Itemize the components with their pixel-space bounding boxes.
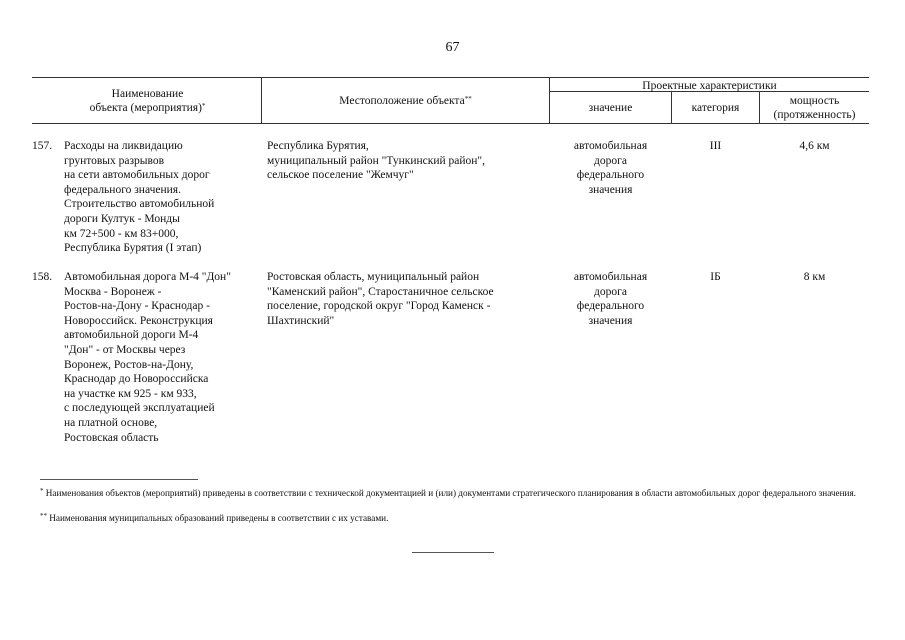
footnote-2-text: Наименования муниципальных образований приведены в соответствии с их уставами. bbox=[49, 513, 389, 523]
footnote-2 bbox=[40, 513, 870, 525]
row-157-number: 157. bbox=[32, 140, 53, 152]
header-location-footnote-mark: ** bbox=[464, 95, 472, 103]
page-end-rule bbox=[412, 552, 494, 553]
header-name-footnote-mark: * bbox=[201, 102, 206, 110]
header-category-column: категория bbox=[691, 102, 740, 114]
header-location-column bbox=[262, 94, 549, 108]
footnote-1 bbox=[40, 488, 870, 500]
header-bottom-rule bbox=[32, 123, 869, 124]
row-158-value: автомобильная дорога федерального значения bbox=[573, 271, 648, 327]
header-value-column: значение bbox=[588, 102, 633, 114]
footnote-1-mark: * bbox=[40, 487, 44, 495]
row-157-category: III bbox=[709, 140, 722, 152]
row-158-location: Ростовская область, муниципальный район "Каменский район", Старостаничное сельское поселение, городской округ "Город Каменск - Шахтинский" bbox=[267, 271, 494, 327]
row-158-number: 158. bbox=[32, 271, 53, 283]
page-number: 67 bbox=[445, 40, 460, 55]
row-158-category: IБ bbox=[710, 271, 721, 283]
row-157-location: Республика Бурятия, муниципальный район "Тункинский район", сельское поселение "Жемчуг" bbox=[267, 140, 485, 182]
header-capacity-column: мощность (протяженность) bbox=[773, 95, 856, 121]
header-name-label: Наименование объекта (мероприятия) bbox=[89, 88, 202, 114]
footnote-1-text: Наименования объектов (мероприятий) приведены в соответствии с технической документацией и (или) документами стратегического планирования в области автомобильных дорог федерального значения. bbox=[45, 488, 856, 498]
header-location-label: Местоположение объекта bbox=[339, 95, 465, 107]
row-158-capacity: 8 км bbox=[803, 271, 826, 283]
table-top-rule bbox=[32, 77, 869, 78]
row-158-name: Автомобильная дорога М-4 "Дон" Москва - Воронеж - Ростов-на-Дону - Краснодар - Новороссийск. Реконструкция автомобильной дороги М-4 "Дон" - от Москвы через Воронеж, Ростов-на-Дону, Краснодар до Новороссийска на участке км 925 - км 933, с последующей эксплуатацией на платной основе, Ростовская область bbox=[64, 271, 231, 444]
row-157-value: автомобильная дорога федерального значения bbox=[573, 140, 648, 196]
footnote-2-mark: ** bbox=[40, 512, 47, 520]
header-name-column bbox=[40, 87, 255, 115]
header-design-group: Проектные характеристики bbox=[642, 80, 777, 92]
row-157-name: Расходы на ликвидацию грунтовых разрывов на сети автомобильных дорог федерального значения. Строительство автомобильной дороги Култук - Монды км 72+500 - км 83+000, Республика Бурятия (I этап) bbox=[64, 140, 215, 255]
row-157-capacity: 4,6 км bbox=[799, 140, 830, 152]
footnote-separator bbox=[40, 479, 198, 480]
